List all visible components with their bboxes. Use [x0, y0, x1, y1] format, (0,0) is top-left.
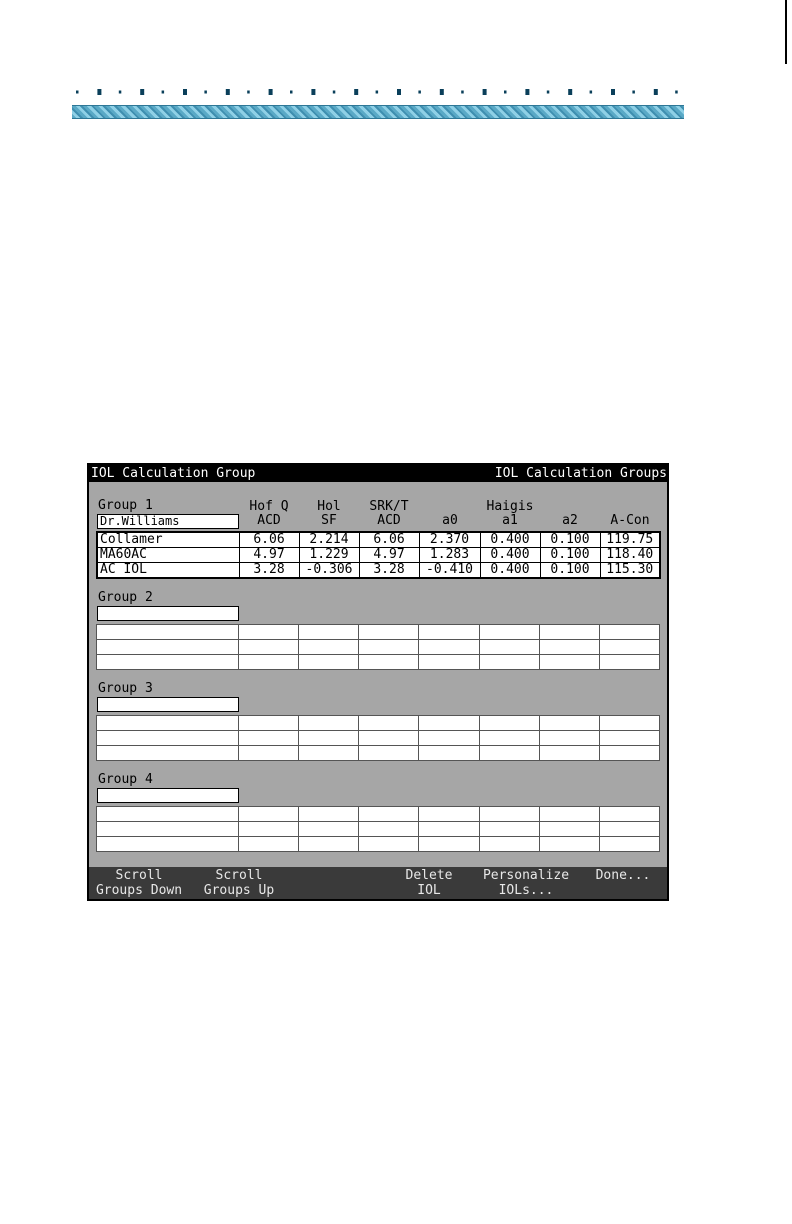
- cell-a0[interactable]: [419, 655, 480, 670]
- cell-hol[interactable]: [299, 640, 359, 655]
- cell-a2[interactable]: [540, 731, 600, 746]
- cell-a0[interactable]: -0.410: [419, 563, 480, 579]
- table-row[interactable]: [97, 625, 660, 640]
- cell-name[interactable]: [97, 807, 239, 822]
- cell-a1[interactable]: [480, 625, 540, 640]
- cell-a1[interactable]: [480, 731, 540, 746]
- cell-srkt[interactable]: [359, 625, 419, 640]
- cell-hol[interactable]: [299, 837, 359, 852]
- decorative-dot-row: [72, 88, 684, 96]
- cell-a1[interactable]: [480, 716, 540, 731]
- cell-hol[interactable]: [299, 731, 359, 746]
- cell-srkt[interactable]: [359, 731, 419, 746]
- scroll-groups-down-button[interactable]: Scroll Groups Down: [95, 868, 183, 898]
- scroll-groups-up-button[interactable]: Scroll Groups Up: [203, 868, 275, 898]
- table-row[interactable]: [97, 716, 660, 731]
- cell-srkt[interactable]: [359, 807, 419, 822]
- delete-iol-button[interactable]: Delete IOL: [405, 868, 453, 898]
- cell-name[interactable]: [97, 640, 239, 655]
- title-bar: [89, 465, 667, 482]
- cell-a0[interactable]: [419, 746, 480, 761]
- cell-acon[interactable]: 115.30: [600, 563, 660, 579]
- cell-a2[interactable]: [540, 625, 600, 640]
- table-row[interactable]: [97, 640, 660, 655]
- cell-a1[interactable]: [480, 822, 540, 837]
- cell-srkt[interactable]: [359, 837, 419, 852]
- cell-name[interactable]: [97, 822, 239, 837]
- cell-a1[interactable]: 0.400: [480, 548, 540, 563]
- done-button[interactable]: Done...: [595, 868, 651, 883]
- cell-srkt[interactable]: 6.06: [359, 532, 419, 548]
- cell-a2[interactable]: [540, 640, 600, 655]
- cell-acon[interactable]: [600, 640, 660, 655]
- cell-a2[interactable]: [540, 807, 600, 822]
- table-row[interactable]: [97, 731, 660, 746]
- cell-hol[interactable]: [299, 822, 359, 837]
- cell-srkt[interactable]: 3.28: [359, 563, 419, 579]
- cell-hofq[interactable]: [239, 640, 299, 655]
- cell-hofq[interactable]: 4.97: [239, 548, 299, 563]
- cell-name[interactable]: [97, 731, 239, 746]
- cell-acon[interactable]: [600, 625, 660, 640]
- table-row[interactable]: [97, 548, 660, 563]
- group-label: Group 3: [98, 681, 153, 696]
- cell-hol[interactable]: 1.229: [299, 548, 359, 563]
- cell-hol[interactable]: [299, 807, 359, 822]
- cell-hol[interactable]: -0.306: [299, 563, 359, 579]
- cell-hofq[interactable]: [239, 822, 299, 837]
- table-row[interactable]: [97, 655, 660, 670]
- cell-hol[interactable]: [299, 746, 359, 761]
- cell-acon[interactable]: [600, 655, 660, 670]
- cell-a0[interactable]: [419, 640, 480, 655]
- cell-srkt[interactable]: [359, 822, 419, 837]
- cell-a1[interactable]: [480, 837, 540, 852]
- section-title: IOL Calculation Groups: [494, 466, 667, 481]
- group-name-field[interactable]: [97, 606, 239, 621]
- cell-name[interactable]: [97, 837, 239, 852]
- cell-srkt[interactable]: [359, 655, 419, 670]
- cell-a2[interactable]: 0.100: [540, 563, 600, 579]
- header-a2: a2: [562, 513, 578, 528]
- cell-a0[interactable]: [419, 822, 480, 837]
- header-hol: Hol SF: [317, 499, 341, 528]
- cell-srkt[interactable]: 4.97: [359, 548, 419, 563]
- group-label: Group 1: [98, 498, 153, 513]
- cell-acon[interactable]: [600, 837, 660, 852]
- cell-hofq[interactable]: [239, 837, 299, 852]
- cell-name[interactable]: Collamer: [97, 532, 239, 548]
- cell-a0[interactable]: [419, 731, 480, 746]
- cell-hofq[interactable]: 3.28: [239, 563, 299, 579]
- softkey-bar: [89, 867, 667, 899]
- header-srkt: SRK/T ACD: [369, 499, 409, 528]
- cell-acon[interactable]: [600, 731, 660, 746]
- group-label: Group 4: [98, 772, 153, 787]
- cell-hofq[interactable]: [239, 716, 299, 731]
- group-label: Group 2: [98, 590, 153, 605]
- cell-name[interactable]: [97, 746, 239, 761]
- cell-hofq[interactable]: [239, 655, 299, 670]
- group-name-field[interactable]: [97, 788, 239, 803]
- cell-acon[interactable]: [600, 807, 660, 822]
- cell-hol[interactable]: [299, 625, 359, 640]
- table-row[interactable]: [97, 837, 660, 852]
- cell-a1[interactable]: [480, 640, 540, 655]
- cell-srkt[interactable]: [359, 640, 419, 655]
- cell-a2[interactable]: [540, 716, 600, 731]
- cell-name[interactable]: AC IOL: [97, 563, 239, 579]
- cell-name[interactable]: [97, 655, 239, 670]
- cell-srkt[interactable]: [359, 716, 419, 731]
- cell-a2[interactable]: 0.100: [540, 548, 600, 563]
- cell-hofq[interactable]: [239, 731, 299, 746]
- cell-name[interactable]: MA60AC: [97, 548, 239, 563]
- cell-acon[interactable]: [600, 716, 660, 731]
- cell-a0[interactable]: 1.283: [419, 548, 480, 563]
- table-row[interactable]: [97, 822, 660, 837]
- decorative-header-band: [72, 105, 684, 119]
- cell-a1[interactable]: [480, 807, 540, 822]
- cell-a1[interactable]: 0.400: [480, 563, 540, 579]
- cell-hofq[interactable]: [239, 807, 299, 822]
- cell-hol[interactable]: [299, 716, 359, 731]
- cell-hol[interactable]: [299, 655, 359, 670]
- header-haigis: Haigis: [486, 499, 534, 514]
- cell-a2[interactable]: [540, 655, 600, 670]
- cell-a0[interactable]: [419, 837, 480, 852]
- personalize-iols-button[interactable]: Personalize IOLs...: [482, 868, 570, 898]
- cell-a2[interactable]: [540, 746, 600, 761]
- cell-a0[interactable]: [419, 716, 480, 731]
- page-edge-line: [785, 0, 787, 64]
- cell-acon[interactable]: 119.75: [600, 532, 660, 548]
- cell-a2[interactable]: 0.100: [540, 532, 600, 548]
- cell-name[interactable]: [97, 716, 239, 731]
- iol-table: [96, 531, 661, 579]
- table-row[interactable]: [97, 532, 660, 548]
- cell-a1[interactable]: 0.400: [480, 532, 540, 548]
- cell-acon[interactable]: [600, 746, 660, 761]
- table-row[interactable]: [97, 807, 660, 822]
- table-row[interactable]: [97, 563, 660, 579]
- cell-a0[interactable]: [419, 807, 480, 822]
- cell-acon[interactable]: [600, 822, 660, 837]
- header-acon: A-Con: [610, 513, 650, 528]
- cell-a1[interactable]: [480, 655, 540, 670]
- header-a1: a1: [502, 513, 518, 528]
- table-row[interactable]: [97, 746, 660, 761]
- iol-table: [96, 715, 660, 761]
- window-title: IOL Calculation Group: [91, 466, 256, 481]
- cell-hofq[interactable]: [239, 625, 299, 640]
- cell-a2[interactable]: [540, 822, 600, 837]
- header-a0: a0: [442, 513, 458, 528]
- header-hofq: Hof Q ACD: [249, 499, 289, 528]
- cell-acon[interactable]: 118.40: [600, 548, 660, 563]
- iol-table: [96, 624, 660, 670]
- cell-a0[interactable]: 2.370: [419, 532, 480, 548]
- iol-table: [96, 806, 660, 852]
- group-name-field[interactable]: [97, 697, 239, 712]
- cell-hofq[interactable]: 6.06: [239, 532, 299, 548]
- cell-a2[interactable]: [540, 837, 600, 852]
- iol-calculation-window: [87, 463, 669, 901]
- group-name-field[interactable]: Dr.Williams: [97, 514, 239, 529]
- cell-srkt[interactable]: [359, 746, 419, 761]
- cell-hol[interactable]: 2.214: [299, 532, 359, 548]
- cell-hofq[interactable]: [239, 746, 299, 761]
- cell-a1[interactable]: [480, 746, 540, 761]
- cell-name[interactable]: [97, 625, 239, 640]
- cell-a0[interactable]: [419, 625, 480, 640]
